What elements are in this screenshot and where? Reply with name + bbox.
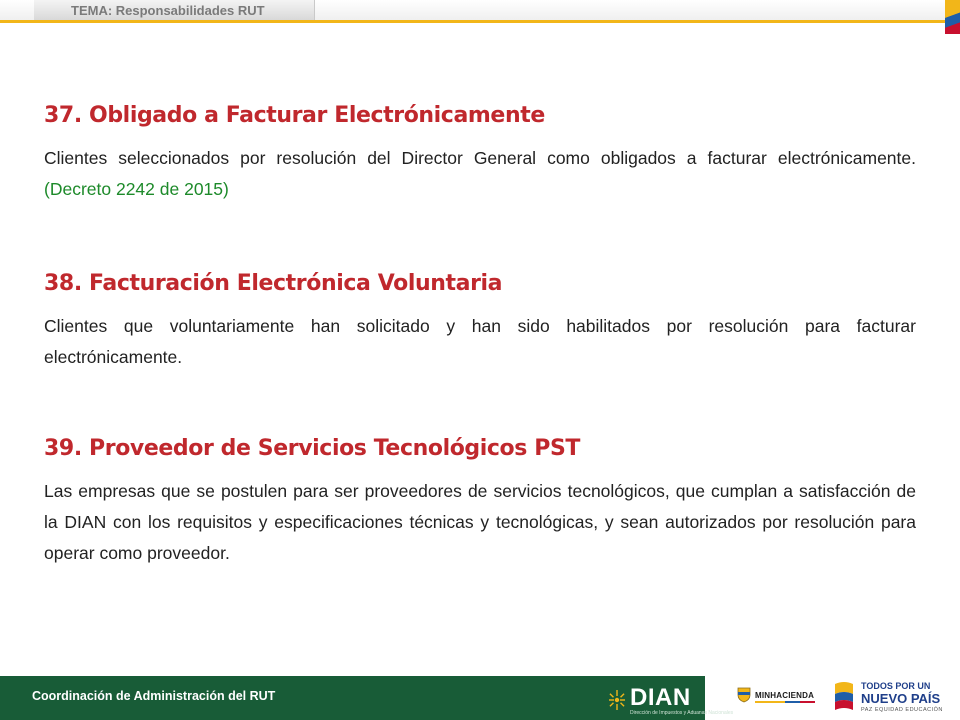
section-body-text: Clientes seleccionados por resolución del Director General como obligados a facturar electrónicamente. bbox=[44, 148, 916, 168]
footer-green-band bbox=[0, 676, 734, 720]
section-title: 38. Facturación Electrónica Voluntaria bbox=[44, 271, 503, 296]
colombia-flag-logo-icon bbox=[833, 680, 855, 714]
section-body bbox=[44, 143, 916, 205]
topic-label: TEMA: Responsabilidades RUT bbox=[71, 3, 265, 18]
coat-of-arms-icon bbox=[737, 687, 751, 703]
dian-logo bbox=[600, 682, 734, 716]
section-body: Las empresas que se postulen para ser proveedores de servicios tecnológicos, que cumplan a satisfacción de la DIAN con los requisitos y especificaciones técnicas y tecnológicas, y sean autorizados por resolución para operar como proveedor. bbox=[44, 481, 916, 563]
minhacienda-text: MINHACIENDA bbox=[755, 691, 815, 700]
dian-subtitle: Dirección de Impuestos y Aduanas Nacionales bbox=[630, 710, 734, 716]
gobierno-line-3: PAZ EQUIDAD EDUCACIÓN bbox=[861, 707, 943, 713]
section-title: 37. Obligado a Facturar Electrónicamente bbox=[44, 103, 545, 128]
section-37 bbox=[44, 103, 916, 205]
section-body: Clientes que voluntariamente han solicitado y han sido habilitados por resolución para facturar electrónicamente. bbox=[44, 316, 916, 367]
slide-header bbox=[0, 0, 960, 22]
decree-reference: (Decreto 2242 de 2015) bbox=[44, 179, 229, 199]
minhacienda-logo bbox=[735, 685, 820, 707]
footer-label: Coordinación de Administración del RUT bbox=[32, 689, 276, 703]
header-accent-stripe bbox=[0, 20, 945, 23]
section-39 bbox=[44, 436, 916, 569]
gobierno-line-1: TODOS POR UN bbox=[861, 681, 931, 691]
gobierno-line-2: NUEVO PAÍS bbox=[861, 691, 941, 706]
dian-emblem-icon bbox=[608, 688, 626, 712]
header-corner-ribbon bbox=[945, 0, 960, 34]
minhacienda-tricolor-bar bbox=[755, 701, 815, 703]
section-title: 39. Proveedor de Servicios Tecnológicos PST bbox=[44, 436, 581, 461]
dian-wordmark: DIAN bbox=[630, 684, 691, 711]
slide-footer bbox=[0, 676, 960, 720]
section-38 bbox=[44, 271, 916, 373]
gobierno-logo bbox=[833, 678, 955, 718]
